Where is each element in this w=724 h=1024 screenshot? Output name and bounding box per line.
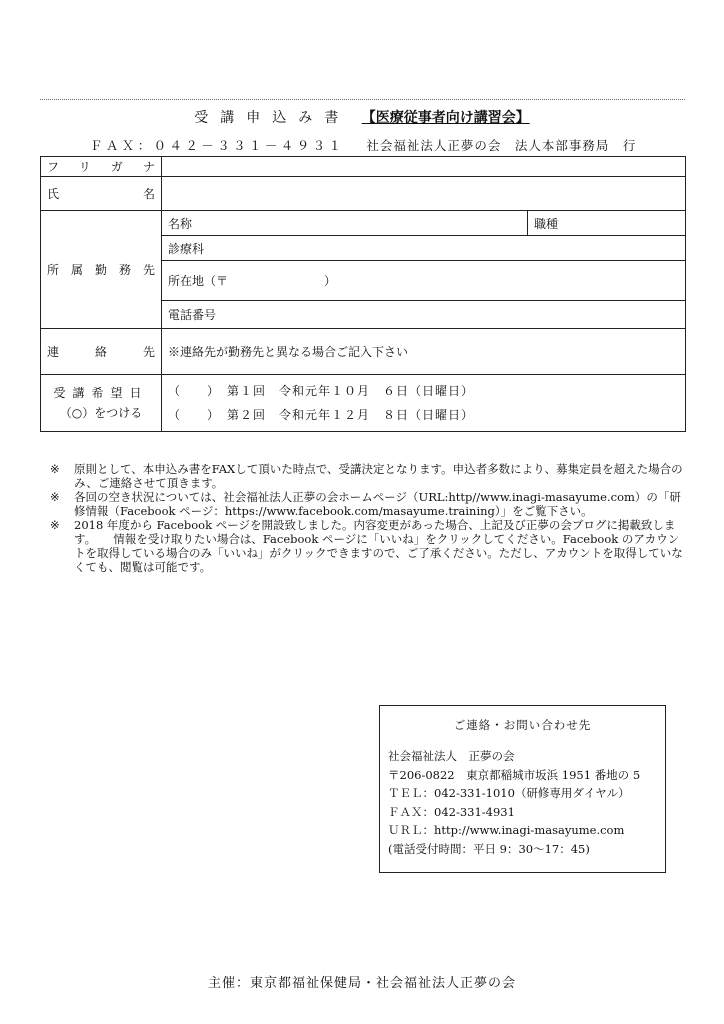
note-item (50, 518, 690, 574)
session-option-1[interactable]: （ ） 第１回 令和元年１０月 ６日（日曜日） (168, 384, 475, 398)
contact-heading: ご連絡・お問い合わせ先 (453, 718, 592, 732)
phone-label: 電話番号 (168, 308, 217, 322)
contact-info-box (379, 705, 666, 873)
org-name-label: 名称 (168, 216, 193, 231)
session-option-2[interactable]: （ ） 第２回 令和元年１２月 ８日（日曜日） (168, 408, 475, 422)
note-item (50, 462, 690, 490)
session-choices (162, 375, 686, 432)
note-mark: ※ (50, 490, 60, 504)
phone-field[interactable] (162, 301, 686, 329)
contact-org: 社会福祉法人 正夢の会 (388, 749, 515, 763)
org-name-field[interactable] (162, 211, 528, 236)
contact-lines (388, 747, 665, 859)
addressee: 社会福祉法人正夢の会 法人本部事務局 行 (366, 138, 637, 153)
title-sub: 【医療従事者向け講習会】 (361, 110, 530, 126)
title-main: 受講申込み書 (194, 110, 351, 126)
furigana-label: フリガナ (41, 157, 162, 177)
organizer-footer: 主催：東京都福祉保健局・社会福祉法人正夢の会 (207, 976, 516, 991)
contact-note: ※連絡先が勤務先と異なる場合ご記入下さい (168, 345, 409, 359)
contact-tel: ＴＥＬ：042-331-1010（研修専用ダイヤル） (388, 786, 630, 801)
address-field[interactable] (162, 261, 686, 301)
contact-hours: (電話受付時間：平日 9：30～17：45) (388, 841, 590, 856)
contact-label: 連絡先 (41, 329, 162, 375)
hope-date-label-instruction: （○）をつける (59, 406, 143, 420)
form-title (0, 107, 724, 127)
hope-date-label (41, 375, 162, 432)
note-text: 原則として、本申込み書をFAXして頂いた時点で、受講決定となります。申込者多数により、募集定員を超えた場合のみ、ご連絡させて頂きます。 (74, 462, 683, 490)
name-field[interactable] (162, 177, 686, 211)
note-item (50, 490, 690, 518)
dept-label: 診療科 (168, 241, 205, 256)
note-mark: ※ (50, 462, 60, 476)
note-text: 2018 年度から Facebook ページを開設致しました。内容変更があった場合、上記及び正夢の会ブログに掲載致します。 情報を受け取りたい場合は、Facebook ページに「いいね」をクリックしてください。Facebook のアカウントを取得している場合のみ「いいね」がクリックできますので、ご了承ください。ただし、アカウントを取得していなくても、閲覧は可能です。 (74, 518, 683, 574)
dept-field[interactable] (162, 236, 686, 261)
contact-address: 〒206-0822 東京都稲城市坂浜 1951 番地の 5 (388, 767, 641, 782)
job-field[interactable] (528, 211, 686, 236)
notes-section (50, 462, 690, 574)
name-label: 氏名 (41, 177, 162, 211)
fax-number: ＦＡＸ：０４２－３３１－４９３１ (90, 138, 345, 153)
furigana-field[interactable] (162, 157, 686, 177)
contact-fax: ＦＡＸ：042-331-4931 (388, 804, 515, 819)
application-form-table (40, 156, 686, 432)
contact-url: ＵＲＬ：http://www.inagi-masayume.com (388, 823, 625, 838)
note-mark: ※ (50, 518, 60, 532)
address-label: 所在地（〒 ） (168, 274, 337, 288)
top-dotted-rule (40, 99, 685, 100)
affiliation-label: 所属勤務先 (41, 211, 162, 329)
job-label: 職種 (534, 216, 559, 231)
note-text: 各回の空き状況については、社会福祉法人正夢の会ホームページ（URL:http//www.inagi-masayume.com）の「研修情報（Facebook ページ：https://www.facebook.com/masayume.training）」をご覧下さい。 (74, 490, 681, 518)
fax-destination-line (90, 136, 636, 154)
hope-date-label-main: 受講希望日 (53, 386, 149, 400)
contact-field[interactable] (162, 329, 686, 375)
